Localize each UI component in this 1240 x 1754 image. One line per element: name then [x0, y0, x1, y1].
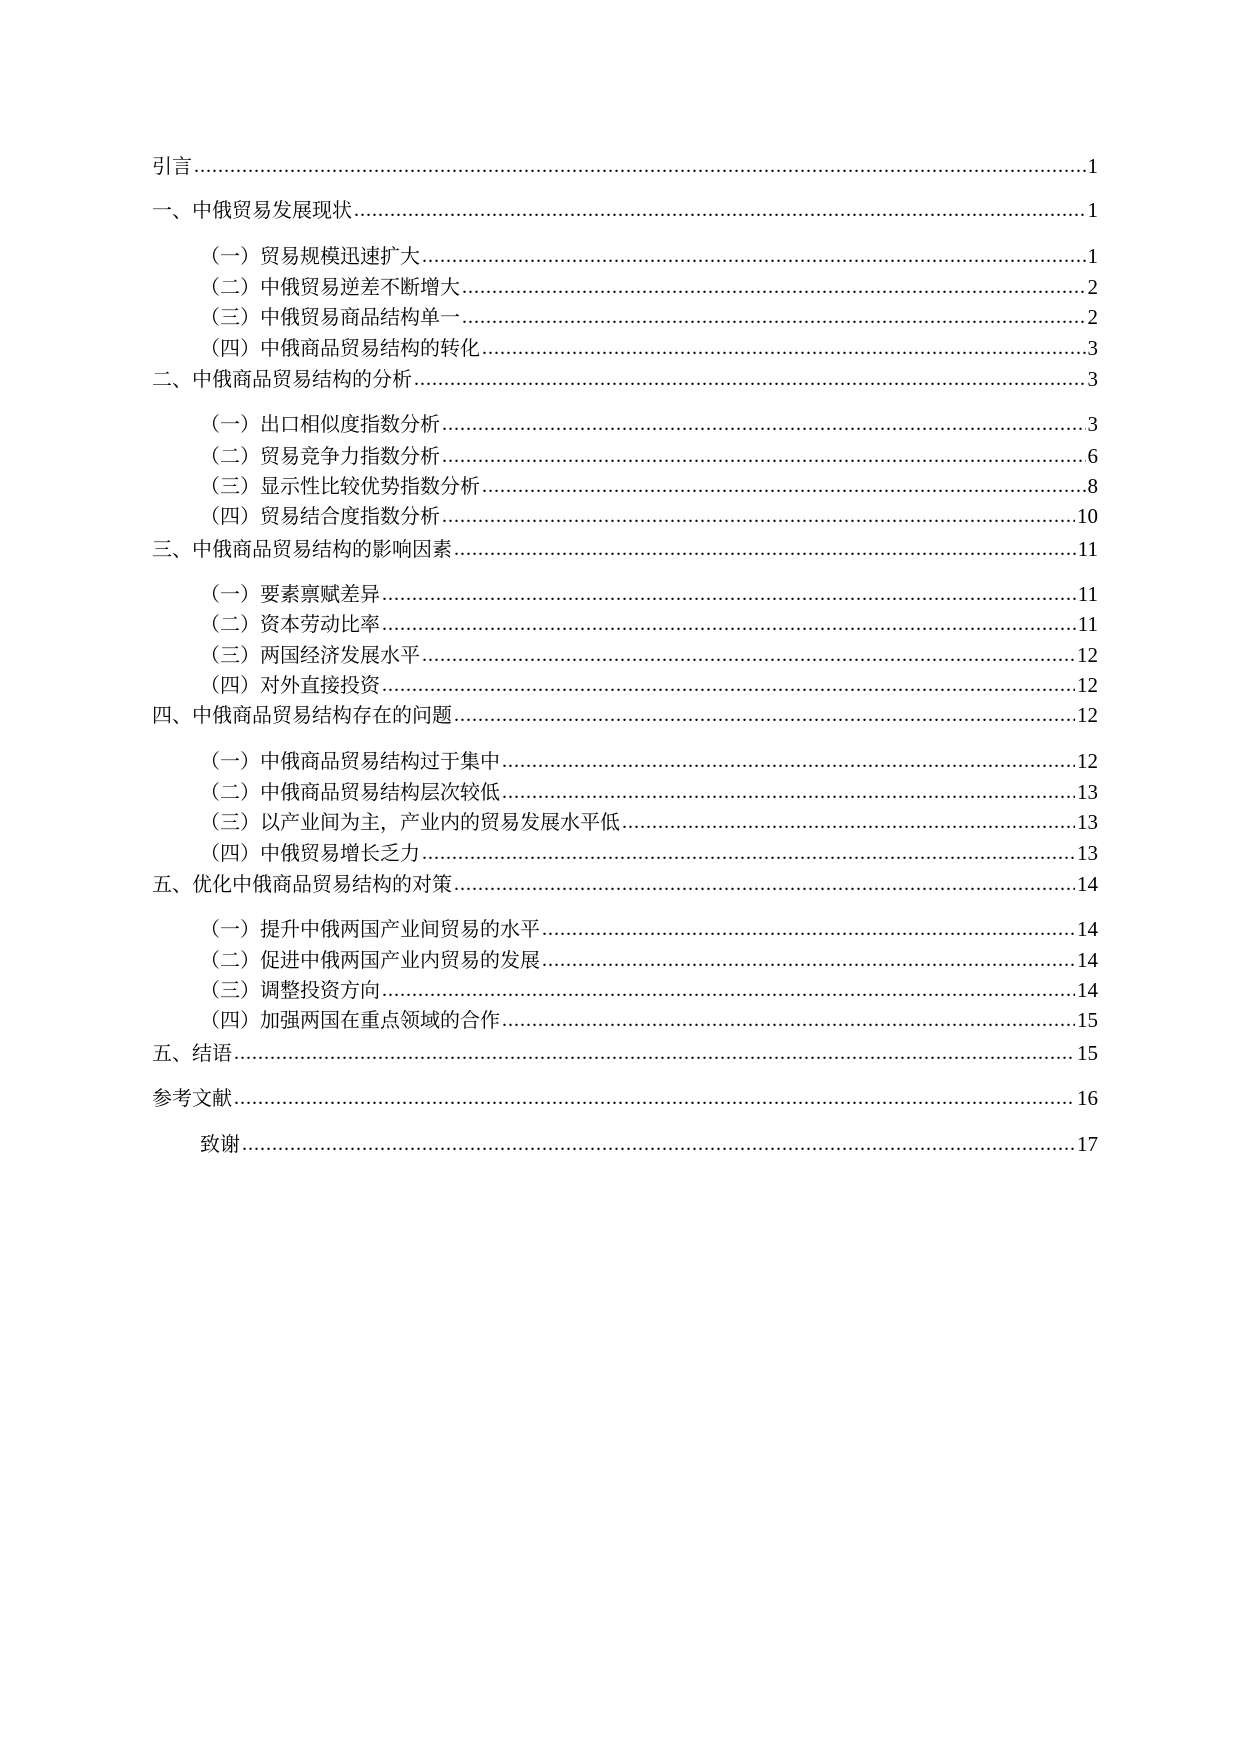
dot-leader [442, 410, 1086, 438]
toc-entry[interactable] [200, 808, 1098, 836]
toc-entry-page: 11 [1077, 582, 1098, 606]
toc-entry-page: 13 [1077, 841, 1098, 865]
toc-entry-page: 14 [1077, 948, 1098, 972]
dot-leader [382, 671, 1075, 699]
toc-entry-title: （二）中俄商品贸易结构层次较低 [200, 780, 500, 804]
toc-entry[interactable] [200, 442, 1098, 470]
toc-entry-page: 12 [1077, 749, 1098, 773]
dot-leader [462, 273, 1086, 301]
toc-entry-page: 17 [1077, 1132, 1098, 1156]
toc-entry-title: （三）中俄贸易商品结构单一 [200, 305, 460, 329]
dot-leader [502, 778, 1075, 806]
toc-entry-page: 12 [1077, 643, 1098, 667]
dot-leader [234, 1039, 1075, 1067]
toc-entry-title: 致谢 [200, 1132, 240, 1156]
toc-entry-page: 15 [1077, 1041, 1098, 1065]
dot-leader [422, 839, 1075, 867]
toc-entry-page: 14 [1077, 917, 1098, 941]
dot-leader [442, 502, 1075, 530]
toc-entry-page: 6 [1087, 444, 1098, 468]
toc-entry-title: （四）中俄商品贸易结构的转化 [200, 336, 480, 360]
dot-leader [234, 1084, 1075, 1112]
toc-entry-page: 1 [1087, 198, 1098, 222]
toc-entry-title: 四、中俄商品贸易结构存在的问题 [152, 703, 452, 727]
toc-entry[interactable] [200, 273, 1098, 301]
toc-entry-page: 12 [1077, 673, 1098, 697]
dot-leader [422, 242, 1086, 270]
toc-entry-page: 14 [1077, 872, 1098, 896]
dot-leader [242, 1130, 1075, 1158]
toc-entry-title: 三、中俄商品贸易结构的影响因素 [152, 537, 452, 561]
toc-entry-title: （二）中俄贸易逆差不断增大 [200, 275, 460, 299]
toc-entry-page: 2 [1087, 275, 1098, 299]
toc-entry[interactable] [200, 946, 1098, 974]
toc-entry-title: 五、结语 [152, 1041, 232, 1065]
toc-entry-title: （四）加强两国在重点领域的合作 [200, 1008, 500, 1032]
dot-leader [442, 442, 1086, 470]
toc-entry-title: （四）中俄贸易增长乏力 [200, 841, 420, 865]
toc-entry-page: 1 [1087, 244, 1098, 268]
toc-entry[interactable] [152, 152, 1098, 180]
toc-entry-page: 16 [1077, 1086, 1098, 1110]
dot-leader [454, 870, 1075, 898]
toc-entry-page: 3 [1087, 336, 1098, 360]
toc-entry[interactable] [200, 747, 1098, 775]
dot-leader [462, 303, 1086, 331]
toc-entry[interactable] [200, 839, 1098, 867]
toc-entry[interactable] [152, 701, 1098, 729]
toc-entry[interactable] [152, 535, 1098, 563]
toc-entry-page: 13 [1077, 780, 1098, 804]
dot-leader [414, 365, 1086, 393]
toc-entry-page: 1 [1087, 154, 1098, 178]
dot-leader [622, 808, 1075, 836]
toc-entry[interactable] [200, 915, 1098, 943]
toc-entry[interactable] [152, 870, 1098, 898]
toc-entry[interactable] [152, 1084, 1098, 1112]
toc-entry[interactable] [200, 778, 1098, 806]
toc-entry[interactable] [200, 976, 1098, 1004]
dot-leader [382, 610, 1076, 638]
toc-entry-title: （一）中俄商品贸易结构过于集中 [200, 749, 500, 773]
toc-entry[interactable] [200, 671, 1098, 699]
toc-entry[interactable] [200, 303, 1098, 331]
toc-entry[interactable] [200, 641, 1098, 669]
toc-entry[interactable] [152, 1039, 1098, 1067]
toc-entry[interactable] [200, 1130, 1098, 1158]
dot-leader [454, 535, 1076, 563]
toc-entry-title: （三）两国经济发展水平 [200, 643, 420, 667]
toc-entry[interactable] [200, 610, 1098, 638]
toc-entry-title: （二）促进中俄两国产业内贸易的发展 [200, 948, 540, 972]
dot-leader [502, 747, 1075, 775]
dot-leader [482, 334, 1086, 362]
toc-entry-title: 一、中俄贸易发展现状 [152, 198, 352, 222]
dot-leader [482, 472, 1086, 500]
dot-leader [542, 946, 1075, 974]
toc-entry-title: （一）要素禀赋差异 [200, 582, 380, 606]
toc-entry-page: 14 [1077, 978, 1098, 1002]
toc-entry[interactable] [200, 1006, 1098, 1034]
dot-leader [422, 641, 1075, 669]
toc-entry-page: 12 [1077, 703, 1098, 727]
toc-entry-title: （一）提升中俄两国产业间贸易的水平 [200, 917, 540, 941]
toc-entry-title: （一）贸易规模迅速扩大 [200, 244, 420, 268]
toc-entry-title: （三）显示性比较优势指数分析 [200, 474, 480, 498]
dot-leader [354, 196, 1086, 224]
toc-entry[interactable] [200, 472, 1098, 500]
toc-entry-title: （二）贸易竞争力指数分析 [200, 444, 440, 468]
toc-entry-page: 8 [1087, 474, 1098, 498]
toc-entry-page: 3 [1087, 367, 1098, 391]
toc-entry-title: （四）贸易结合度指数分析 [200, 504, 440, 528]
dot-leader [502, 1006, 1075, 1034]
dot-leader [194, 152, 1086, 180]
toc-entry[interactable] [200, 242, 1098, 270]
toc-entry[interactable] [200, 334, 1098, 362]
toc-entry[interactable] [200, 502, 1098, 530]
toc-entry-title: 引言 [152, 154, 192, 178]
dot-leader [382, 580, 1076, 608]
toc-entry-page: 10 [1077, 504, 1098, 528]
toc-entry[interactable] [152, 196, 1098, 224]
toc-entry-title: 二、中俄商品贸易结构的分析 [152, 367, 412, 391]
toc-entry-title: （三）以产业间为主，产业内的贸易发展水平低 [200, 810, 620, 834]
toc-entry-page: 3 [1087, 412, 1098, 436]
toc-entry-page: 2 [1087, 305, 1098, 329]
dot-leader [382, 976, 1075, 1004]
toc-entry[interactable] [200, 580, 1098, 608]
dot-leader [542, 915, 1075, 943]
toc-entry-title: 五、优化中俄商品贸易结构的对策 [152, 872, 452, 896]
toc-entry-title: （三）调整投资方向 [200, 978, 380, 1002]
toc-entry-page: 11 [1077, 537, 1098, 561]
toc-entry-title: （一）出口相似度指数分析 [200, 412, 440, 436]
toc-entry-title: 参考文献 [152, 1086, 232, 1110]
dot-leader [454, 701, 1075, 729]
toc-entry-title: （二）资本劳动比率 [200, 612, 380, 636]
toc-entry-page: 13 [1077, 810, 1098, 834]
toc-entry-page: 15 [1077, 1008, 1098, 1032]
toc-entry[interactable] [200, 410, 1098, 438]
toc-entry-title: （四）对外直接投资 [200, 673, 380, 697]
toc-entry-page: 11 [1077, 612, 1098, 636]
toc-entry[interactable] [152, 365, 1098, 393]
